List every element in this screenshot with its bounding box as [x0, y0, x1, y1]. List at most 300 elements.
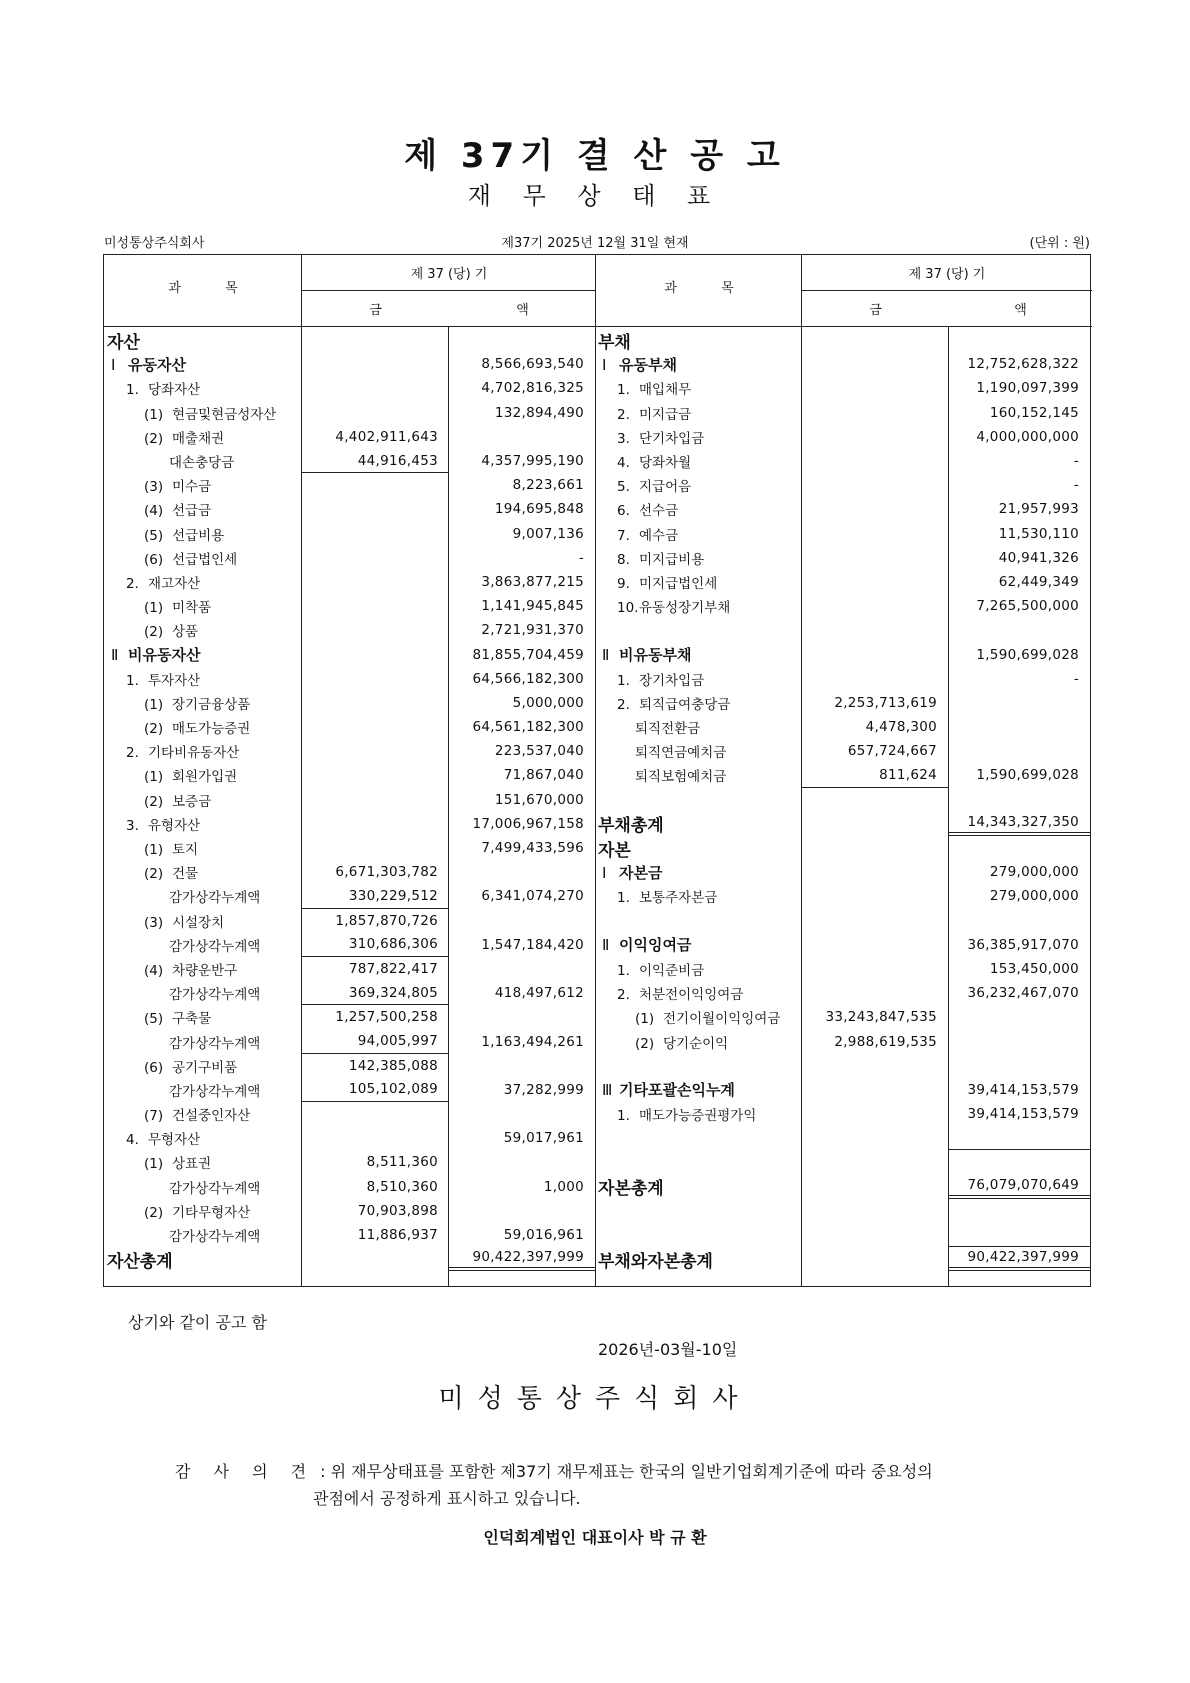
item-cell [595, 739, 801, 763]
empty-row [595, 618, 1090, 642]
item-cell [104, 1223, 302, 1247]
item-cell [595, 812, 801, 836]
item-name: 퇴직전환금 [635, 721, 701, 738]
amount-detail [302, 1126, 449, 1150]
amount-detail [302, 739, 449, 763]
amount-total: 153,450,000 [989, 960, 1079, 977]
amount-detail [302, 401, 449, 425]
amount-total [948, 1199, 1090, 1223]
item-name: 투자자산 [148, 672, 201, 689]
amount-total: 40,941,326 [998, 549, 1079, 566]
item-name: 상품 [172, 624, 199, 641]
item-label [595, 1007, 780, 1027]
item-name: 감가상각누계액 [169, 1035, 261, 1052]
table-row [104, 570, 595, 594]
table-row [595, 763, 1090, 787]
table-row [595, 957, 1090, 981]
item-label [595, 1032, 728, 1052]
amount-detail: 6,671,303,782 [335, 864, 438, 881]
amount-total: 8,223,661 [512, 477, 584, 494]
item-number: (1) [144, 696, 164, 713]
notice-date: 2026년-03월-10일 [598, 1340, 738, 1359]
item-name: 보통주자본금 [639, 890, 718, 907]
item-name: 자산총계 [107, 1251, 173, 1272]
item-label [595, 741, 726, 761]
item-number: 8. [617, 551, 630, 568]
amount-total [948, 788, 1090, 812]
amount-detail: 142,385,088 [348, 1057, 438, 1074]
amount-detail [801, 909, 948, 933]
item-name: 재고자산 [148, 575, 201, 592]
item-label [104, 1201, 250, 1221]
amount-total: 132,894,490 [494, 404, 584, 421]
empty-row [595, 1150, 1090, 1174]
item-cell [595, 546, 801, 570]
amount-detail [801, 642, 948, 666]
amount-total: 1,547,184,420 [481, 936, 584, 953]
amount-detail [801, 1199, 948, 1223]
item-number: (2) [635, 1035, 655, 1052]
amount-detail [801, 1078, 948, 1102]
amount-total: 39,414,153,579 [967, 1106, 1079, 1123]
amount-total [948, 909, 1090, 933]
header-period: 제 37 (당) 기 [410, 267, 488, 282]
item-name: 무형자산 [148, 1132, 201, 1149]
item-label [595, 572, 717, 592]
item-cell [104, 522, 302, 546]
amount-total: 39,414,153,579 [967, 1081, 1079, 1098]
item-cell [104, 812, 302, 836]
item-name: 유형자산 [148, 817, 201, 834]
item-label [595, 811, 664, 836]
amount-total [948, 739, 1090, 763]
item-number: Ⅰ [111, 355, 116, 374]
item-label [104, 499, 211, 519]
item-cell [104, 1126, 302, 1150]
item-cell [104, 691, 302, 715]
item-cell [595, 1054, 801, 1078]
document-subtitle: 재 무 상 태 표 [467, 182, 723, 210]
item-name: 감가상각누계액 [169, 938, 261, 955]
amount-detail [302, 691, 449, 715]
item-cell [595, 1126, 801, 1150]
item-label [104, 1247, 173, 1272]
amount-total [449, 1199, 595, 1223]
amount-detail [302, 497, 449, 521]
item-name: 감가상각누계액 [169, 1083, 261, 1100]
table-row [104, 667, 595, 691]
empty-row [595, 788, 1090, 812]
amount-detail [302, 642, 449, 666]
item-number: Ⅰ [602, 355, 607, 374]
amount-detail [302, 570, 449, 594]
amount-total: 7,499,433,596 [481, 840, 584, 857]
amount-detail [801, 788, 948, 812]
item-cell [104, 401, 302, 425]
item-name: 이익준비금 [639, 962, 705, 979]
item-number: Ⅱ [602, 646, 610, 665]
item-name: 자본총계 [598, 1179, 664, 1200]
item-label [104, 862, 198, 882]
item-label [104, 669, 200, 689]
table-row [595, 667, 1090, 691]
item-name: 퇴직보험예치금 [635, 769, 727, 786]
item-cell [104, 763, 302, 787]
item-name: 장기금융상품 [172, 696, 251, 713]
item-name: 선급금 [172, 503, 212, 520]
amount-total: 4,357,995,190 [481, 453, 584, 470]
item-cell [104, 1078, 302, 1102]
item-cell [104, 909, 302, 933]
amount-detail: 2,253,713,619 [834, 694, 937, 711]
item-label [595, 427, 704, 447]
item-name: 부채와자본총계 [598, 1251, 713, 1272]
amount-detail [801, 473, 948, 497]
amount-total [449, 957, 595, 981]
amount-total: 90,422,397,999 [948, 1247, 1090, 1271]
amount-detail [302, 328, 449, 352]
table-row [595, 884, 1090, 908]
item-label [104, 548, 237, 568]
table-row [104, 449, 595, 473]
item-name: 당기순이익 [663, 1035, 729, 1052]
item-label [595, 451, 691, 471]
amount-total: 90,422,397,999 [449, 1247, 595, 1271]
item-cell [595, 909, 801, 933]
item-label [595, 886, 717, 906]
item-name: 감가상각누계액 [169, 1229, 261, 1246]
item-name: 당좌자산 [148, 382, 201, 399]
item-cell [595, 473, 801, 497]
amount-total [948, 1126, 1090, 1150]
amount-detail [801, 376, 948, 400]
item-label [595, 499, 678, 519]
amount-total: 36,385,917,070 [967, 936, 1079, 953]
amount-total [449, 909, 595, 933]
item-cell [104, 1150, 302, 1174]
item-label [104, 427, 224, 447]
item-number: 2. [617, 987, 630, 1004]
amount-total [948, 1150, 1090, 1174]
item-label [104, 1128, 200, 1148]
amount-total: 3,863,877,215 [481, 573, 584, 590]
item-label [595, 934, 691, 955]
header-amount-a: 금 [369, 303, 382, 318]
item-label [104, 354, 186, 375]
item-name: 차량운반구 [172, 962, 238, 979]
item-number: (6) [144, 1059, 164, 1076]
amount-detail: 310,686,306 [302, 933, 449, 957]
item-label [595, 548, 704, 568]
item-label [595, 1079, 735, 1100]
item-label [104, 403, 276, 423]
audit-opinion-line1: : 위 재무상태표를 포함한 제37기 재무제표는 한국의 일반기업회계기준에 따라 중요성의 [315, 1462, 933, 1481]
item-name: 부채총계 [598, 816, 664, 837]
amount-total: 2,721,931,370 [481, 622, 584, 639]
item-cell [104, 376, 302, 400]
table-row [104, 981, 595, 1005]
item-number: 2. [617, 696, 630, 713]
item-number: (2) [144, 624, 164, 641]
item-label [104, 475, 211, 495]
item-name: 처분전이익잉여금 [639, 987, 744, 1004]
amount-detail [801, 401, 948, 425]
header-period-right: 제 37 (당) 기 [908, 267, 986, 282]
table-row [595, 1247, 1090, 1271]
item-cell [595, 691, 801, 715]
amount-detail [302, 812, 449, 836]
item-cell [595, 1029, 801, 1053]
table-row [104, 860, 595, 884]
item-label [104, 1080, 260, 1100]
amount-detail [302, 546, 449, 570]
empty-row [595, 1054, 1090, 1078]
item-cell [595, 1247, 801, 1271]
item-label [104, 765, 237, 785]
table-row [104, 933, 595, 957]
amount-total: 418,497,612 [494, 985, 584, 1002]
item-name: 감가상각누계액 [169, 987, 261, 1004]
item-name: 미지급금 [639, 406, 692, 423]
amount-detail [801, 425, 948, 449]
item-name: 기타포괄손익누계 [619, 1081, 735, 1100]
amount-total: 81,855,704,459 [472, 646, 584, 663]
amount-total: 1,590,699,028 [976, 767, 1079, 784]
item-number: 1. [617, 1108, 630, 1125]
table-row [595, 376, 1090, 400]
audit-opinion [175, 1458, 933, 1512]
item-cell [104, 1005, 302, 1029]
amount-detail [302, 473, 449, 497]
item-number: 9. [617, 575, 630, 592]
item-name: 당좌차월 [639, 455, 692, 472]
item-label [595, 836, 631, 861]
amount-total: 223,537,040 [494, 743, 584, 760]
item-name: 토지 [172, 842, 199, 859]
item-number: Ⅱ [111, 646, 119, 665]
amount-detail [801, 449, 948, 473]
table-row [595, 1175, 1090, 1199]
auditor-signature: 인덕회계법인 대표이사 박 규 환 [483, 1528, 707, 1547]
table-row [595, 981, 1090, 1005]
item-number: Ⅰ [602, 863, 607, 882]
amount-detail [801, 884, 948, 908]
amount-total: 8,566,693,540 [481, 356, 584, 373]
amount-detail [801, 836, 948, 860]
amount-detail [302, 1247, 449, 1271]
table-row [104, 1199, 595, 1223]
item-name: 매입채무 [639, 382, 692, 399]
item-cell [595, 570, 801, 594]
item-label [595, 354, 677, 375]
item-number: (6) [144, 551, 164, 568]
item-label [104, 838, 198, 858]
item-name: 기타무형자산 [172, 1204, 251, 1221]
item-name: 단기차입금 [639, 430, 705, 447]
item-name: 자본 [598, 840, 631, 861]
item-cell [595, 449, 801, 473]
amount-total [948, 1029, 1090, 1053]
document-title: 제 37기 결 산 공 고 [404, 136, 786, 176]
item-number: 10. [617, 600, 639, 617]
amount-detail [302, 376, 449, 400]
item-cell [104, 715, 302, 739]
amount-detail [801, 667, 948, 691]
amount-total [449, 1150, 595, 1174]
amount-total: 14,343,327,350 [948, 812, 1090, 836]
amount-detail [801, 328, 948, 352]
item-label [104, 451, 234, 471]
item-label [104, 620, 198, 640]
amount-detail [801, 1175, 948, 1199]
item-name: 비유동자산 [128, 646, 201, 665]
item-number: 1. [617, 672, 630, 689]
item-name: 보증금 [172, 793, 212, 810]
item-label [104, 741, 239, 761]
item-label [104, 693, 250, 713]
table-row [595, 1029, 1090, 1053]
item-number: (1) [144, 769, 164, 786]
item-label [595, 475, 691, 495]
item-number: (7) [144, 1108, 164, 1125]
table-row [595, 1078, 1090, 1102]
item-name: 예수금 [639, 527, 679, 544]
amount-detail: 1,857,870,726 [335, 912, 438, 929]
item-cell [595, 1078, 801, 1102]
item-cell [595, 884, 801, 908]
item-cell [595, 497, 801, 521]
unit-label: (단위 : 원) [1029, 236, 1090, 251]
amount-total [948, 1005, 1090, 1029]
item-cell [104, 618, 302, 642]
empty-row [595, 909, 1090, 933]
item-number: (3) [144, 914, 164, 931]
item-cell [595, 1199, 801, 1223]
table-row [595, 739, 1090, 763]
divider [302, 290, 596, 291]
amount-detail [302, 352, 449, 376]
item-name: 선수금 [639, 503, 679, 520]
item-name: 미지급비용 [639, 551, 705, 568]
amount-total: 1,141,945,845 [481, 598, 584, 615]
item-label [104, 1007, 211, 1027]
item-label [595, 644, 691, 665]
table-row [104, 328, 595, 352]
amount-total: 11,530,110 [998, 525, 1079, 542]
item-number: (2) [144, 1204, 164, 1221]
item-number: 1. [617, 962, 630, 979]
item-number: 3. [617, 430, 630, 447]
item-label [595, 765, 726, 785]
table-row [595, 401, 1090, 425]
item-label [595, 1174, 664, 1199]
item-name: 선급법인세 [172, 551, 238, 568]
notice-text: 상기와 같이 공고 함 [128, 1313, 267, 1332]
item-label [595, 524, 678, 544]
table-row [104, 642, 595, 666]
item-label [104, 1104, 250, 1124]
amount-detail [801, 522, 948, 546]
amount-detail [801, 1102, 948, 1126]
amount-total: 59,016,961 [503, 1227, 584, 1244]
amount-total [449, 860, 595, 884]
item-cell [104, 860, 302, 884]
amount-detail: 2,988,619,535 [834, 1033, 937, 1050]
item-name: 기타비유동자산 [148, 745, 240, 762]
item-cell [104, 642, 302, 666]
item-name: 상표권 [172, 1156, 212, 1173]
header-subject-right: 과 목 [664, 281, 734, 296]
item-number: (1) [144, 406, 164, 423]
company-name: 미성통상주식회사 [104, 236, 205, 251]
item-name: 매출채권 [172, 430, 225, 447]
item-number: (2) [144, 793, 164, 810]
item-label [104, 983, 260, 1003]
item-cell [595, 376, 801, 400]
amount-total [948, 715, 1090, 739]
table-row [104, 1029, 595, 1053]
company-name-footer: 미성통상주식회사 [438, 1384, 752, 1414]
item-cell [104, 884, 302, 908]
amount-total: 151,670,000 [494, 791, 584, 808]
divider [802, 290, 1092, 291]
amount-total: 12,752,628,322 [967, 356, 1079, 373]
amount-detail [801, 497, 948, 521]
item-name: 퇴직급여충당금 [639, 696, 731, 713]
item-name: 대손충당금 [169, 455, 235, 472]
amount-total: 160,152,145 [989, 404, 1079, 421]
item-label [104, 328, 140, 353]
item-cell [104, 836, 302, 860]
table-row [595, 1102, 1090, 1126]
item-cell [104, 1175, 302, 1199]
table-row [104, 763, 595, 787]
amount-detail: 811,624 [801, 763, 948, 787]
amount-detail [801, 1223, 948, 1247]
item-cell [595, 667, 801, 691]
table-row [104, 715, 595, 739]
amount-total [449, 328, 595, 352]
table-row [104, 884, 595, 908]
header-subject: 과 목 [168, 281, 238, 296]
item-label [595, 1247, 713, 1272]
item-cell [104, 473, 302, 497]
amount-detail: 70,903,898 [357, 1202, 438, 1219]
item-label [104, 1152, 211, 1172]
amount-detail: 105,102,089 [302, 1078, 449, 1102]
item-cell [104, 449, 302, 473]
item-cell [595, 860, 801, 884]
item-name: 장기차입금 [639, 672, 705, 689]
amount-detail: 1,257,500,258 [335, 1009, 438, 1026]
amount-detail [801, 1126, 948, 1150]
item-cell [104, 788, 302, 812]
header-amount-b-right: 액 [1014, 303, 1027, 318]
item-cell [595, 425, 801, 449]
item-number: 2. [617, 406, 630, 423]
table-row [104, 594, 595, 618]
item-cell [595, 715, 801, 739]
table-row [104, 1005, 595, 1029]
item-label [595, 959, 704, 979]
item-cell [104, 981, 302, 1005]
amount-detail: 8,510,360 [366, 1178, 438, 1195]
table-row [104, 812, 595, 836]
item-cell [595, 618, 801, 642]
item-number: Ⅱ [602, 936, 610, 955]
item-name: 미착품 [172, 600, 212, 617]
item-number: (3) [144, 479, 164, 496]
